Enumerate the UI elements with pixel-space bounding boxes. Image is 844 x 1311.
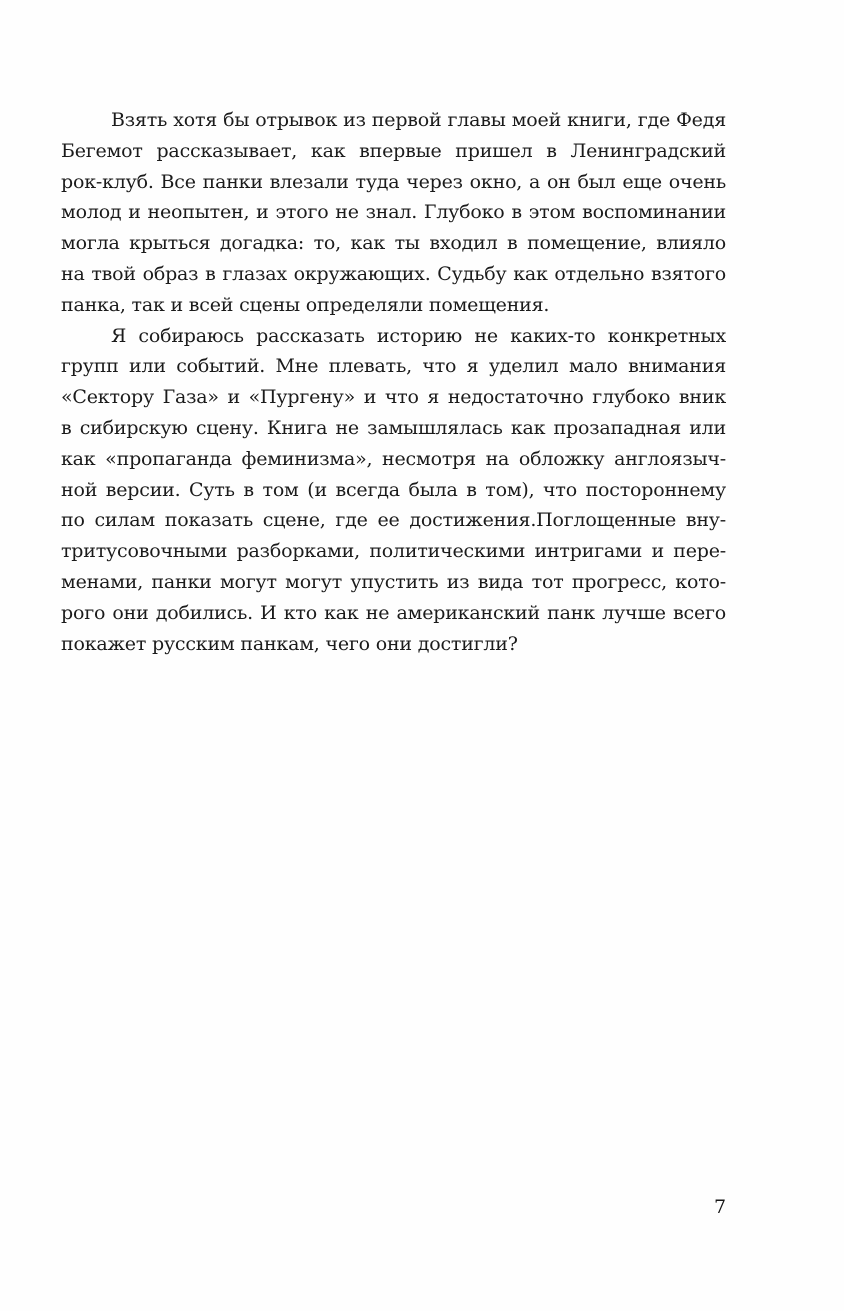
- page-number: 7: [713, 1196, 727, 1218]
- text-line: «Сектору Газа» и «Пургену» и что я недостаточно глубоко вник: [61, 386, 726, 409]
- text-line: ной версии. Суть в том (и всегда была в том), что постороннему: [61, 478, 726, 501]
- text-line: менами, панки могут могут упустить из вида тот прогресс, кото-: [61, 570, 726, 593]
- text-line: Бегемот рассказывает, как впервые пришел в Ленинградский: [61, 139, 726, 162]
- text-line: групп или событий. Мне плевать, что я уделил мало внимания: [61, 355, 726, 378]
- text-line: молод и неопытен, и этого не знал. Глубоко в этом воспоминании: [61, 201, 726, 224]
- text-line: Я собираюсь рассказать историю не каких-то конкретных: [111, 324, 726, 347]
- text-line: на твой образ в глазах окружающих. Судьбу как отдельно взятого: [61, 262, 726, 285]
- text-block: [61, 105, 726, 659]
- text-line: могла крыться догадка: то, как ты входил в помещение, влияло: [61, 232, 726, 255]
- text-line: панка, так и всей сцены определяли помещения.: [61, 293, 550, 316]
- text-line: покажет русским панкам, чего они достигли?: [61, 632, 518, 655]
- paragraph: [61, 321, 726, 660]
- text-line: Взять хотя бы отрывок из первой главы моей книги, где Федя: [111, 109, 726, 131]
- text-line: в сибирскую сцену. Книга не замышлялась как прозападная или: [61, 416, 726, 439]
- paragraph: [61, 105, 726, 321]
- text-line: как «пропаганда феминизма», несмотря на обложку англоязыч-: [61, 447, 726, 470]
- text-line: рок-клуб. Все панки влезали туда через окно, а он был еще очень: [61, 170, 726, 193]
- text-line: тритусовочными разборками, политическими интригами и пере-: [61, 540, 726, 563]
- text-line: рого они добились. И кто как не американский панк лучше всего: [61, 601, 726, 624]
- text-line: по силам показать сцене, где ее достижения.Поглощенные вну-: [61, 509, 726, 532]
